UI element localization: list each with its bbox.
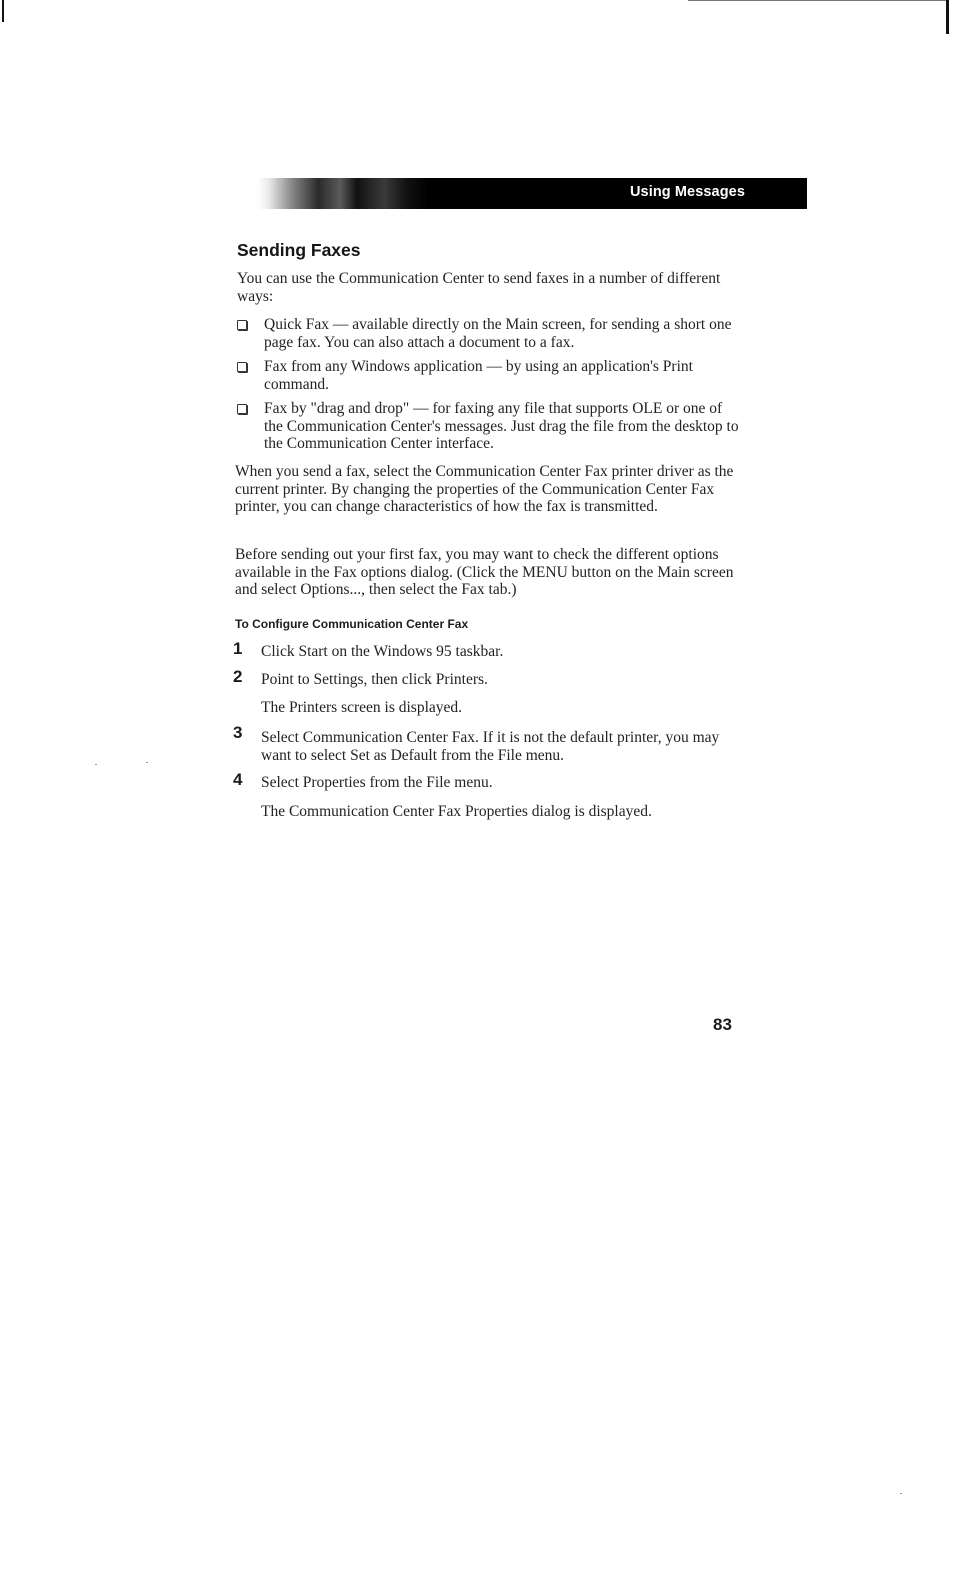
step-text: Point to Settings, then click Printers.: [261, 671, 488, 688]
bullet-item-fax-from-app: Fax from any Windows application — by using an application's Print command.: [264, 358, 693, 393]
procedure-heading: To Configure Communication Center Fax: [235, 617, 469, 631]
chapter-header-bar: [258, 178, 807, 209]
bullet-item-drag-and-drop: Fax by "drag and drop" — for faxing any file that supports OLE or one of the Communication Center's messages. Just drag the file from the desktop to the Communication Center interface.: [264, 400, 739, 452]
scan-speck: [146, 762, 148, 763]
step-number: 4: [233, 770, 243, 789]
body-paragraph-printer-driver: When you send a fax, select the Communication Center Fax printer driver as the current printer. By changing the properties of the Communication Center Fax printer, you can change characteristics of how the fax is transmitted.: [235, 463, 734, 515]
section-title: Sending Faxes: [237, 240, 361, 260]
scan-speck: [95, 764, 97, 765]
checkbox-bullet-icon: [237, 320, 247, 330]
step-result: The Printers screen is displayed.: [261, 699, 463, 716]
page-number: 83: [713, 1015, 732, 1034]
bullet-item-quick-fax: Quick Fax — available directly on the Main screen, for sending a short one page fax. You can also attach a document to a fax.: [264, 316, 732, 351]
step-number: 2: [233, 667, 243, 686]
step-number: 1: [233, 639, 243, 658]
step-number: 3: [233, 723, 243, 742]
step-text: Click Start on the Windows 95 taskbar.: [261, 643, 504, 660]
chapter-title: Using Messages: [629, 184, 745, 200]
body-paragraph-fax-options: Before sending out your first fax, you may want to check the different options available in the Fax options dialog. (Click the MENU button on the Main screen and select Options..., then select the Fax tab.): [235, 546, 734, 598]
scan-speck: [900, 1493, 902, 1494]
scan-edge-mark-right: [946, 0, 949, 34]
step-text: Select Properties from the File menu.: [261, 774, 493, 791]
scan-edge-mark-left: [2, 0, 4, 22]
scan-edge-line-top: [688, 0, 948, 1]
checkbox-bullet-icon: [237, 404, 247, 414]
step-text: Select Communication Center Fax. If it is not the default printer, you may want to select Set as Default from the File menu.: [261, 729, 720, 764]
step-result: The Communication Center Fax Properties dialog is displayed.: [261, 803, 652, 820]
intro-paragraph: You can use the Communication Center to send faxes in a number of different ways:: [237, 270, 721, 305]
checkbox-bullet-icon: [237, 362, 247, 372]
